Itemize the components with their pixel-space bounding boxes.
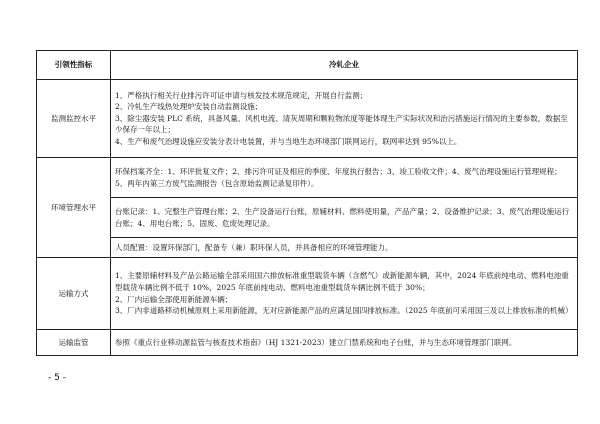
content-cell [111,198,578,238]
requirement-line: 1、主要原辅材料及产品公路运输全部采用国六排放标准重型载货车辆（含燃气）或新能源车辆，其中，2024 年底前纯电动、燃料电池重型载货车辆比例不低于 10%，2025 年底前纯电动、燃料电池重型载货车辆比例不低于 30%； [115,271,569,292]
content-cell [111,158,578,198]
table-header-row [37,51,578,80]
indicator-cell: 监测监控水平 [37,80,111,158]
table-row-env-management-archives [37,158,578,198]
requirement-line: 2、冷轧生产线热处理炉安装自动监测设施； [115,102,263,112]
requirement-line: 3、除尘器安装 PLC 系统，具备风量、风机电流、清灰周期和颗粒物浓度等能体现生产实际状况和治污措施运行情况的主要参数，数据至少保存一年以上； [115,113,568,135]
indicator-cell: 运输监管 [37,330,111,356]
table-row-env-management-staff [37,238,578,258]
requirement-line: 1、严格执行相关行业排污许可证申请与核发技术规范规定，开展自行监测； [115,90,368,100]
requirement-line: 3、厂内非道路移动机械原则上采用新能源，无对应新能源产品的应满足国四排放标准。（2025 年底前可采用国三及以上排放标准的机械） [115,306,573,316]
page-number: - 5 - [48,373,66,383]
content-cell [111,258,578,330]
content-cell [111,238,578,258]
requirement-line: 参照《重点行业移动源监管与核查技术指南》（HJ 1321-2023）建立门禁系统和电子台账，并与生态环境管理部门联网。 [115,337,517,347]
industry-column-header: 冷轧企业 [111,51,578,80]
table-row-transport-supervision [37,330,578,356]
table-row-env-management-ledger [37,198,578,238]
requirement-line: 台账记录：1、完整生产管理台账；2、生产设备运行台账，原辅材料、燃料使用量，产品产量；2、设备维护记录；3、废气治理设施运行台账；4、用电台账；5、固废、危废处理记录。 [115,206,570,228]
content-cell [111,330,578,356]
table-row-transport-mode [37,258,578,330]
requirement-line: 人员配置：设置环保部门，配备专（兼）职环保人员，并具备相应的环境管理能力。 [115,242,393,252]
indicator-cell: 环境管理水平 [37,158,111,258]
table-row-monitoring [37,80,578,158]
indicator-column-header: 引领性指标 [37,51,111,80]
requirements-table [36,50,578,356]
indicator-cell: 运输方式 [37,258,111,330]
content-cell [111,80,578,158]
requirement-line: 4、生产和废气治理设施应安装分表计电装置，并与当地生态环境部门联网运行，联网率达到 95%以上。 [115,136,462,146]
requirement-line: 环保档案齐全：1、环评批复文件；2、排污许可证及相应的季度、年度执行报告；3、竣工验收文件；4、废气治理设施运行管理规程；5、两年内第三方废气监测报告（包含原始监测记录复印件）。 [115,166,562,188]
requirement-line: 2、厂内运输全部使用新能源车辆； [115,294,233,304]
